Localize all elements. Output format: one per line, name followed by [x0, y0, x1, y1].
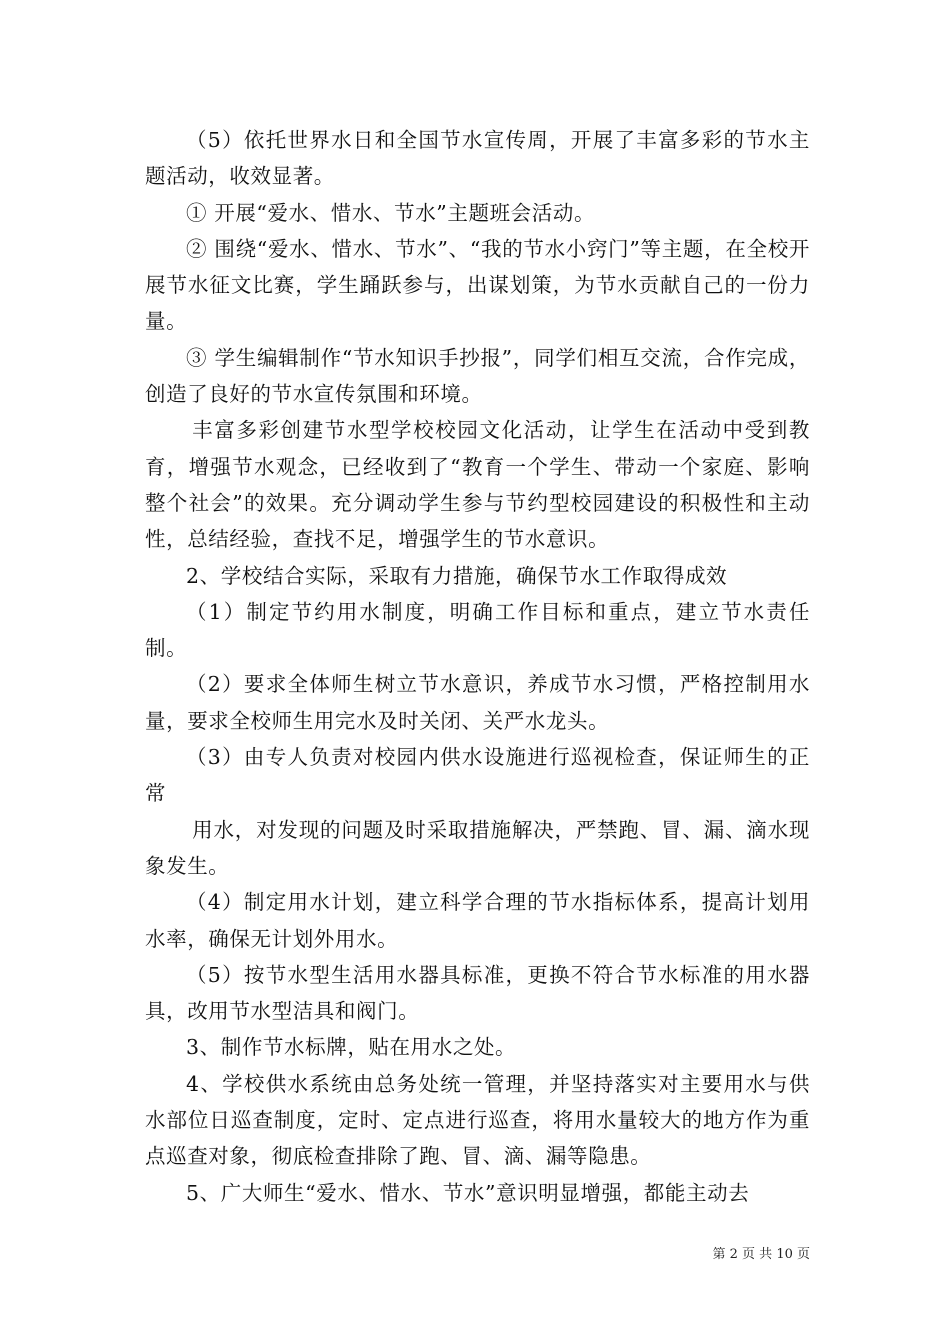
paragraph-section-4: 4、学校供水系统由总务处统一管理，并坚持落实对主要用水与供水部位日巡查制度，定时、定点进行巡查，将用水量较大的地方作为重点巡查对象，彻底检查排除了跑、冒、滴、漏等隐患。: [145, 1071, 810, 1169]
paragraph-campus-culture: 丰富多彩创建节水型学校校园文化活动，让学生在活动中受到教育，增强节水观念，已经收到了“教育一个学生、带动一个家庭、影响整个社会”的效果。充分调动学生参与节约型校园建设的积极性和主动性，总结经验，查找不足，增强学生的节水意识。: [145, 418, 810, 552]
document-body: [145, 122, 810, 1211]
paragraph-section-5: 5、广大师生“爱水、惜水、节水”意识明显增强，都能主动去: [186, 1180, 750, 1205]
paragraph-section-3: 3、制作节水标牌，贴在用水之处。: [186, 1035, 517, 1060]
page-number-footer: 第 2 页 共 10 页: [712, 1247, 810, 1262]
paragraph-measure-1: （1）制定节约用水制度，明确工作目标和重点，建立节水责任制。: [145, 599, 810, 661]
paragraph-measure-2: （2）要求全体师生树立节水意识，养成节水习惯，严格控制用水量，要求全校师生用完水及时关闭、关严水龙头。: [145, 672, 810, 733]
paragraph-measure-3: （3）由专人负责对校园内供水设施进行巡视检查，保证师生的正常: [145, 745, 810, 806]
paragraph-handwritten-newspaper: ③ 学生编辑制作“节水知识手抄报”，同学们相互交流，合作完成，创造了良好的节水宣传氛围和环境。: [145, 345, 810, 407]
paragraph-section-2-heading: 2、学校结合实际，采取有力措施，确保节水工作取得成效: [186, 563, 728, 588]
paragraph-class-meeting: ① 开展“爱水、惜水、节水”主题班会活动。: [186, 200, 596, 225]
paragraph-measure-4: （4）制定用水计划，建立科学合理的节水指标体系，提高计划用水率，确保无计划外用水。: [145, 890, 810, 951]
paragraph-measure-5: （5）按节水型生活用水器具标准，更换不符合节水标准的用水器具，改用节水型洁具和阀门。: [145, 962, 810, 1024]
paragraph-measure-3-continued: 用水，对发现的问题及时采取措施解决，严禁跑、冒、漏、滴水现象发生。: [145, 817, 810, 878]
paragraph-essay-contest: ② 围绕“爱水、惜水、节水”、“我的节水小窍门”等主题，在全校开展节水征文比赛，学生踊跃参与，出谋划策，为节水贡献自己的一份力量。: [145, 236, 810, 334]
paragraph-activities-intro: （5）依托世界水日和全国节水宣传周，开展了丰富多彩的节水主题活动，收效显著。: [145, 128, 810, 189]
